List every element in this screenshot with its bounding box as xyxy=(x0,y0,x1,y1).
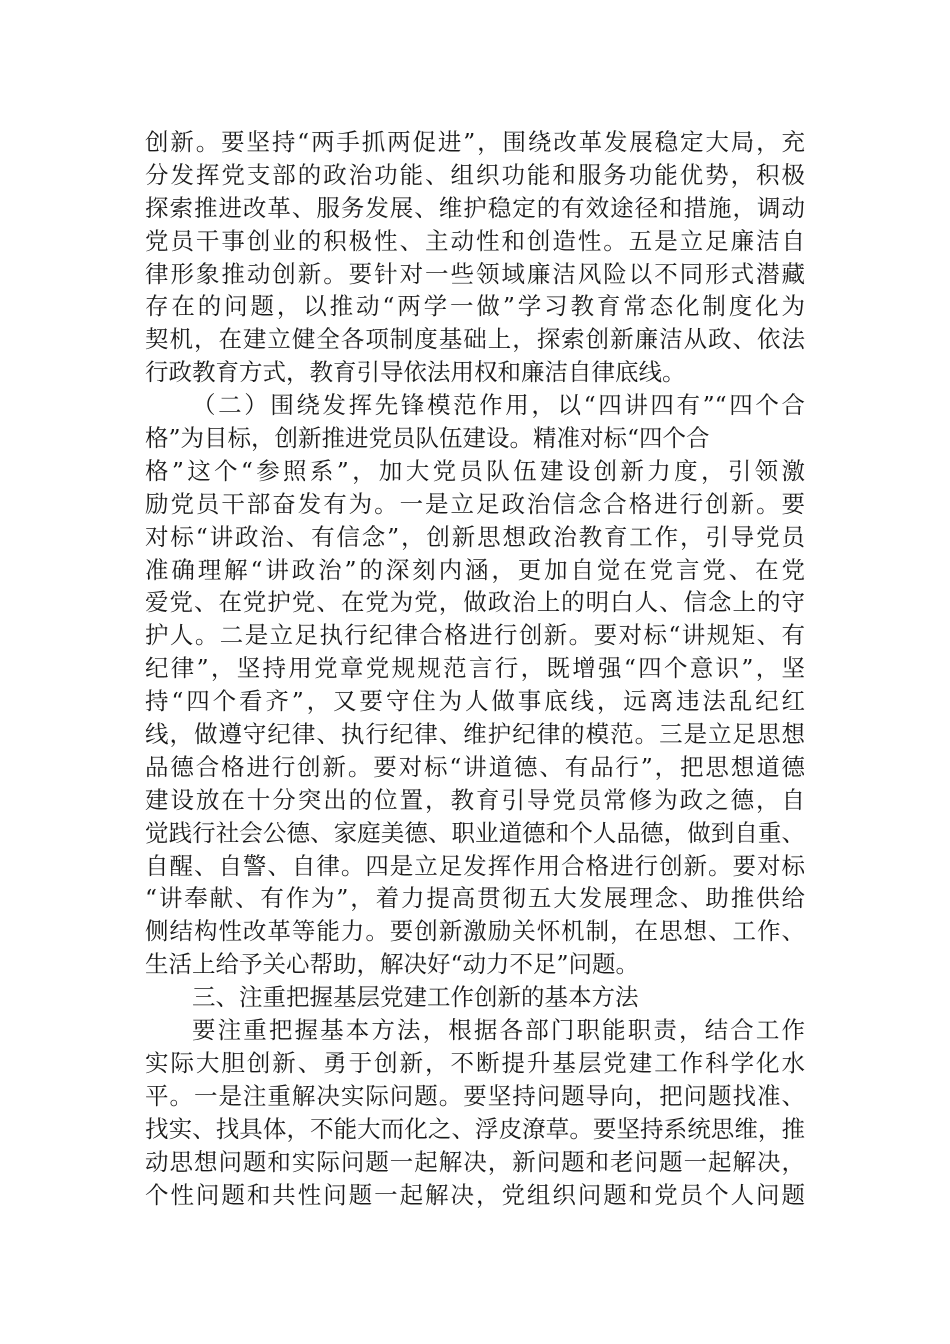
text-line: 个性问题和共性问题一起解决，党组织问题和党员个人问题 xyxy=(145,1180,805,1209)
text-line: 格”为目标，创新推进党员队伍建设。精准对标“四个合 xyxy=(145,424,710,453)
text-line: 格”这个“参照系”，加大党员队伍建设创新力度，引领激 xyxy=(145,456,805,485)
text-line: 律形象推动创新。要针对一些领域廉洁风险以不同形式潜藏 xyxy=(145,259,805,288)
text-line: 存在的问题，以推动“两学一做”学习教育常态化制度化为 xyxy=(145,292,805,321)
text-line: 自醒、自警、自律。四是立足发挥作用合格进行创新。要对标 xyxy=(145,851,805,880)
text-line: 爱党、在党护党、在党为党，做政治上的明白人、信念上的守 xyxy=(145,588,805,617)
text-line: 实际大胆创新、勇于创新，不断提升基层党建工作科学化水 xyxy=(145,1048,805,1077)
text-line: 准确理解“讲政治”的深刻内涵，更加自觉在党言党、在党 xyxy=(145,555,805,584)
text-line: 党员干事创业的积极性、主动性和创造性。五是立足廉洁自 xyxy=(145,226,805,255)
text-line: 护人。二是立足执行纪律合格进行创新。要对标“讲规矩、有 xyxy=(145,621,805,650)
text-line: 平。一是注重解决实际问题。要坚持问题导向，把问题找准、 xyxy=(145,1081,805,1110)
text-line: 线，做遵守纪律、执行纪律、维护纪律的模范。三是立足思想 xyxy=(145,720,805,749)
text-line: 建设放在十分突出的位置，教育引导党员常修为政之德，自 xyxy=(145,785,805,814)
text-line: 找实、找具体，不能大而化之、浮皮潦草。要坚持系统思维，推 xyxy=(145,1114,805,1143)
text-line: 动思想问题和实际问题一起解决，新问题和老问题一起解决， xyxy=(145,1147,805,1176)
text-line: 生活上给予关心帮助，解决好“动力不足”问题。 xyxy=(145,950,640,979)
text-line: 要注重把握基本方法，根据各部门职能职责，结合工作 xyxy=(192,1016,805,1045)
text-line: 励党员干部奋发有为。一是立足政治信念合格进行创新。要 xyxy=(145,489,805,518)
text-line: 侧结构性改革等能力。要创新激励关怀机制，在思想、工作、 xyxy=(145,917,805,946)
text-line: 探索推进改革、服务发展、维护稳定的有效途径和措施，调动 xyxy=(145,193,805,222)
text-line: 纪律”，坚持用党章党规规范言行，既增强“四个意识”，坚 xyxy=(145,654,805,683)
document-page xyxy=(145,126,805,1211)
text-line: 分发挥党支部的政治功能、组织功能和服务功能优势，积极 xyxy=(145,160,805,189)
text-line: 行政教育方式，教育引导依法用权和廉洁自律底线。 xyxy=(145,358,686,387)
text-line: 契机，在建立健全各项制度基础上，探索创新廉洁从政、依法 xyxy=(145,325,805,354)
text-line: 品德合格进行创新。要对标“讲道德、有品行”，把思想道德 xyxy=(145,752,805,781)
text-line: “讲奉献、有作为”，着力提高贯彻五大发展理念、助推供给 xyxy=(145,884,805,913)
text-line: 对标“讲政治、有信念”，创新思想政治教育工作，引导党员 xyxy=(145,522,805,551)
text-line: 三、注重把握基层党建工作创新的基本方法 xyxy=(192,983,639,1012)
text-line: （二）围绕发挥先锋模范作用，以“四讲四有”“四个合 xyxy=(192,391,805,420)
text-line: 持“四个看齐”，又要守住为人做事底线，远离违法乱纪红 xyxy=(145,687,805,716)
text-line: 觉践行社会公德、家庭美德、职业道德和个人品德，做到自重、 xyxy=(145,818,805,847)
text-line: 创新。要坚持“两手抓两促进”，围绕改革发展稳定大局，充 xyxy=(145,128,805,156)
